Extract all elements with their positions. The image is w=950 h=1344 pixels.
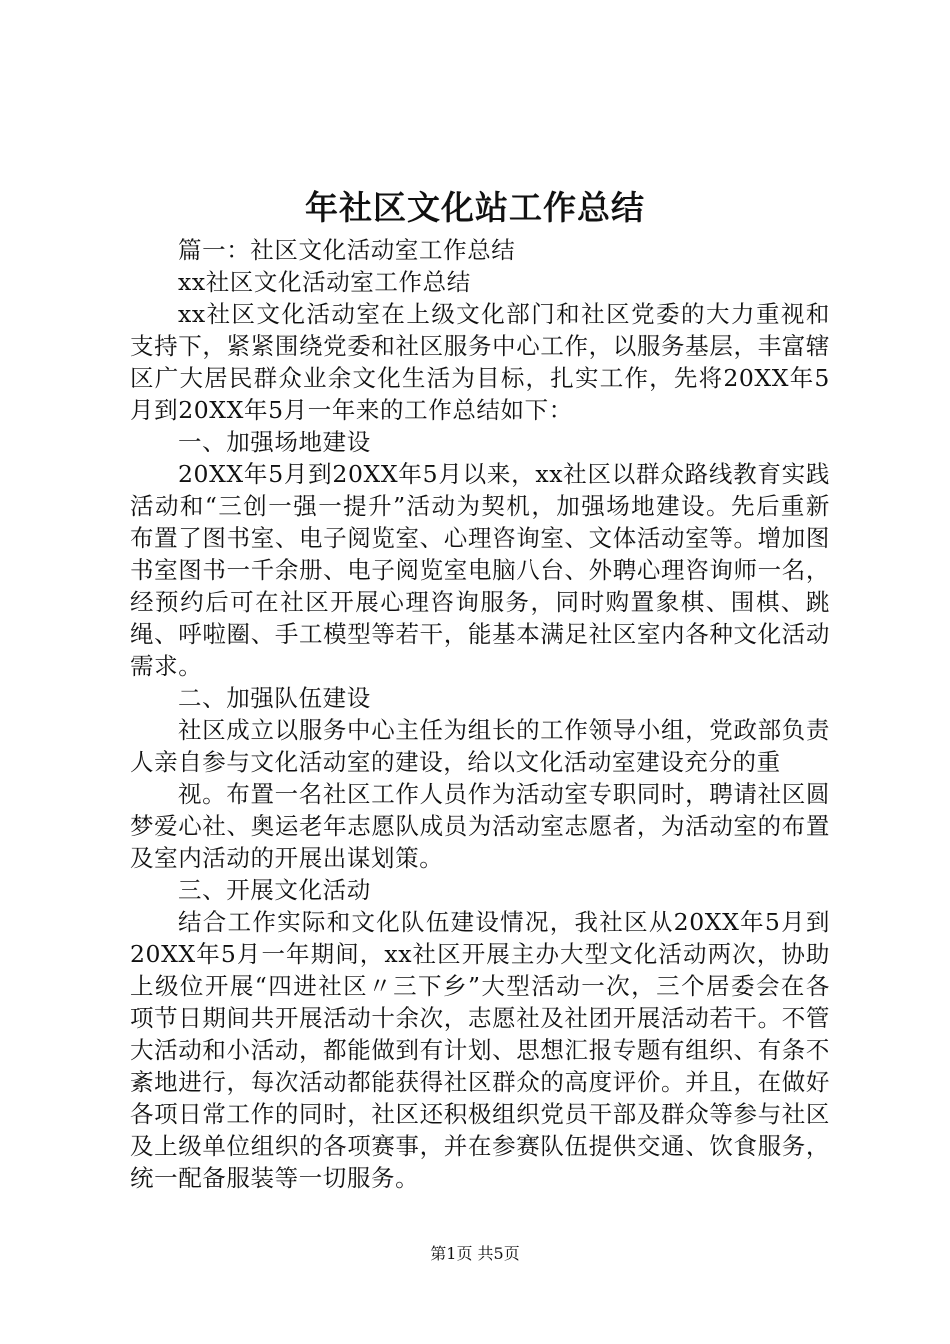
body-paragraph: xx社区文化活动室在上级文化部门和社区党委的大力重视和支持下，紧紧围绕党委和社区服务中心工作，以服务基层，丰富辖区广大居民群众业余文化生活为目标，扎实工作，先将20XX年5月到20XX年5月一年来的工作总结如下： bbox=[130, 300, 830, 424]
document-title: 年社区文化站工作总结 bbox=[305, 188, 645, 227]
section-heading: 篇一：社区文化活动室工作总结 bbox=[178, 236, 516, 264]
page-number-footer: 第1页 共5页 bbox=[430, 1244, 520, 1263]
section-heading: 三、开展文化活动 bbox=[178, 876, 371, 904]
section-heading: 二、加强队伍建设 bbox=[178, 684, 371, 712]
document-body bbox=[130, 234, 830, 1194]
body-paragraph: 视。布置一名社区工作人员作为活动室专职同时，聘请社区圆梦爱心社、奥运老年志愿队成员为活动室志愿者，为活动室的布置及室内活动的开展出谋划策。 bbox=[130, 780, 830, 872]
body-paragraph: 社区成立以服务中心主任为组长的工作领导小组，党政部负责人亲自参与文化活动室的建设，给以文化活动室建设充分的重 bbox=[130, 716, 830, 776]
subtitle: xx社区文化活动室工作总结 bbox=[178, 268, 471, 296]
body-paragraph: 结合工作实际和文化队伍建设情况，我社区从20XX年5月到20XX年5月一年期间，xx社区开展主办大型文化活动两次，协助上级位开展“四进社区〃三下乡”大型活动一次，三个居委会在各项节日期间共开展活动十余次，志愿社及社团开展活动若干。不管大活动和小活动，都能做到有计划、思想汇报专题有组织、有条不紊地进行，每次活动都能获得社区群众的高度评价。并且，在做好各项日常工作的同时，社区还积极组织党员干部及群众等参与社区及上级单位组织的各项赛事，并在参赛队伍提供交通、饮食服务，统一配备服装等一切服务。 bbox=[130, 908, 830, 1192]
section-heading: 一、加强场地建设 bbox=[178, 428, 371, 456]
body-paragraph: 20XX年5月到20XX年5月以来，xx社区以群众路线教育实践活动和“三创一强一提升”活动为契机，加强场地建设。先后重新布置了图书室、电子阅览室、心理咨询室、文体活动室等。增加图书室图书一千余册、电子阅览室电脑八台、外聘心理咨询师一名，经预约后可在社区开展心理咨询服务，同时购置象棋、围棋、跳绳、呼啦圈、手工模型等若干，能基本满足社区室内各种文化活动需求。 bbox=[130, 460, 830, 680]
